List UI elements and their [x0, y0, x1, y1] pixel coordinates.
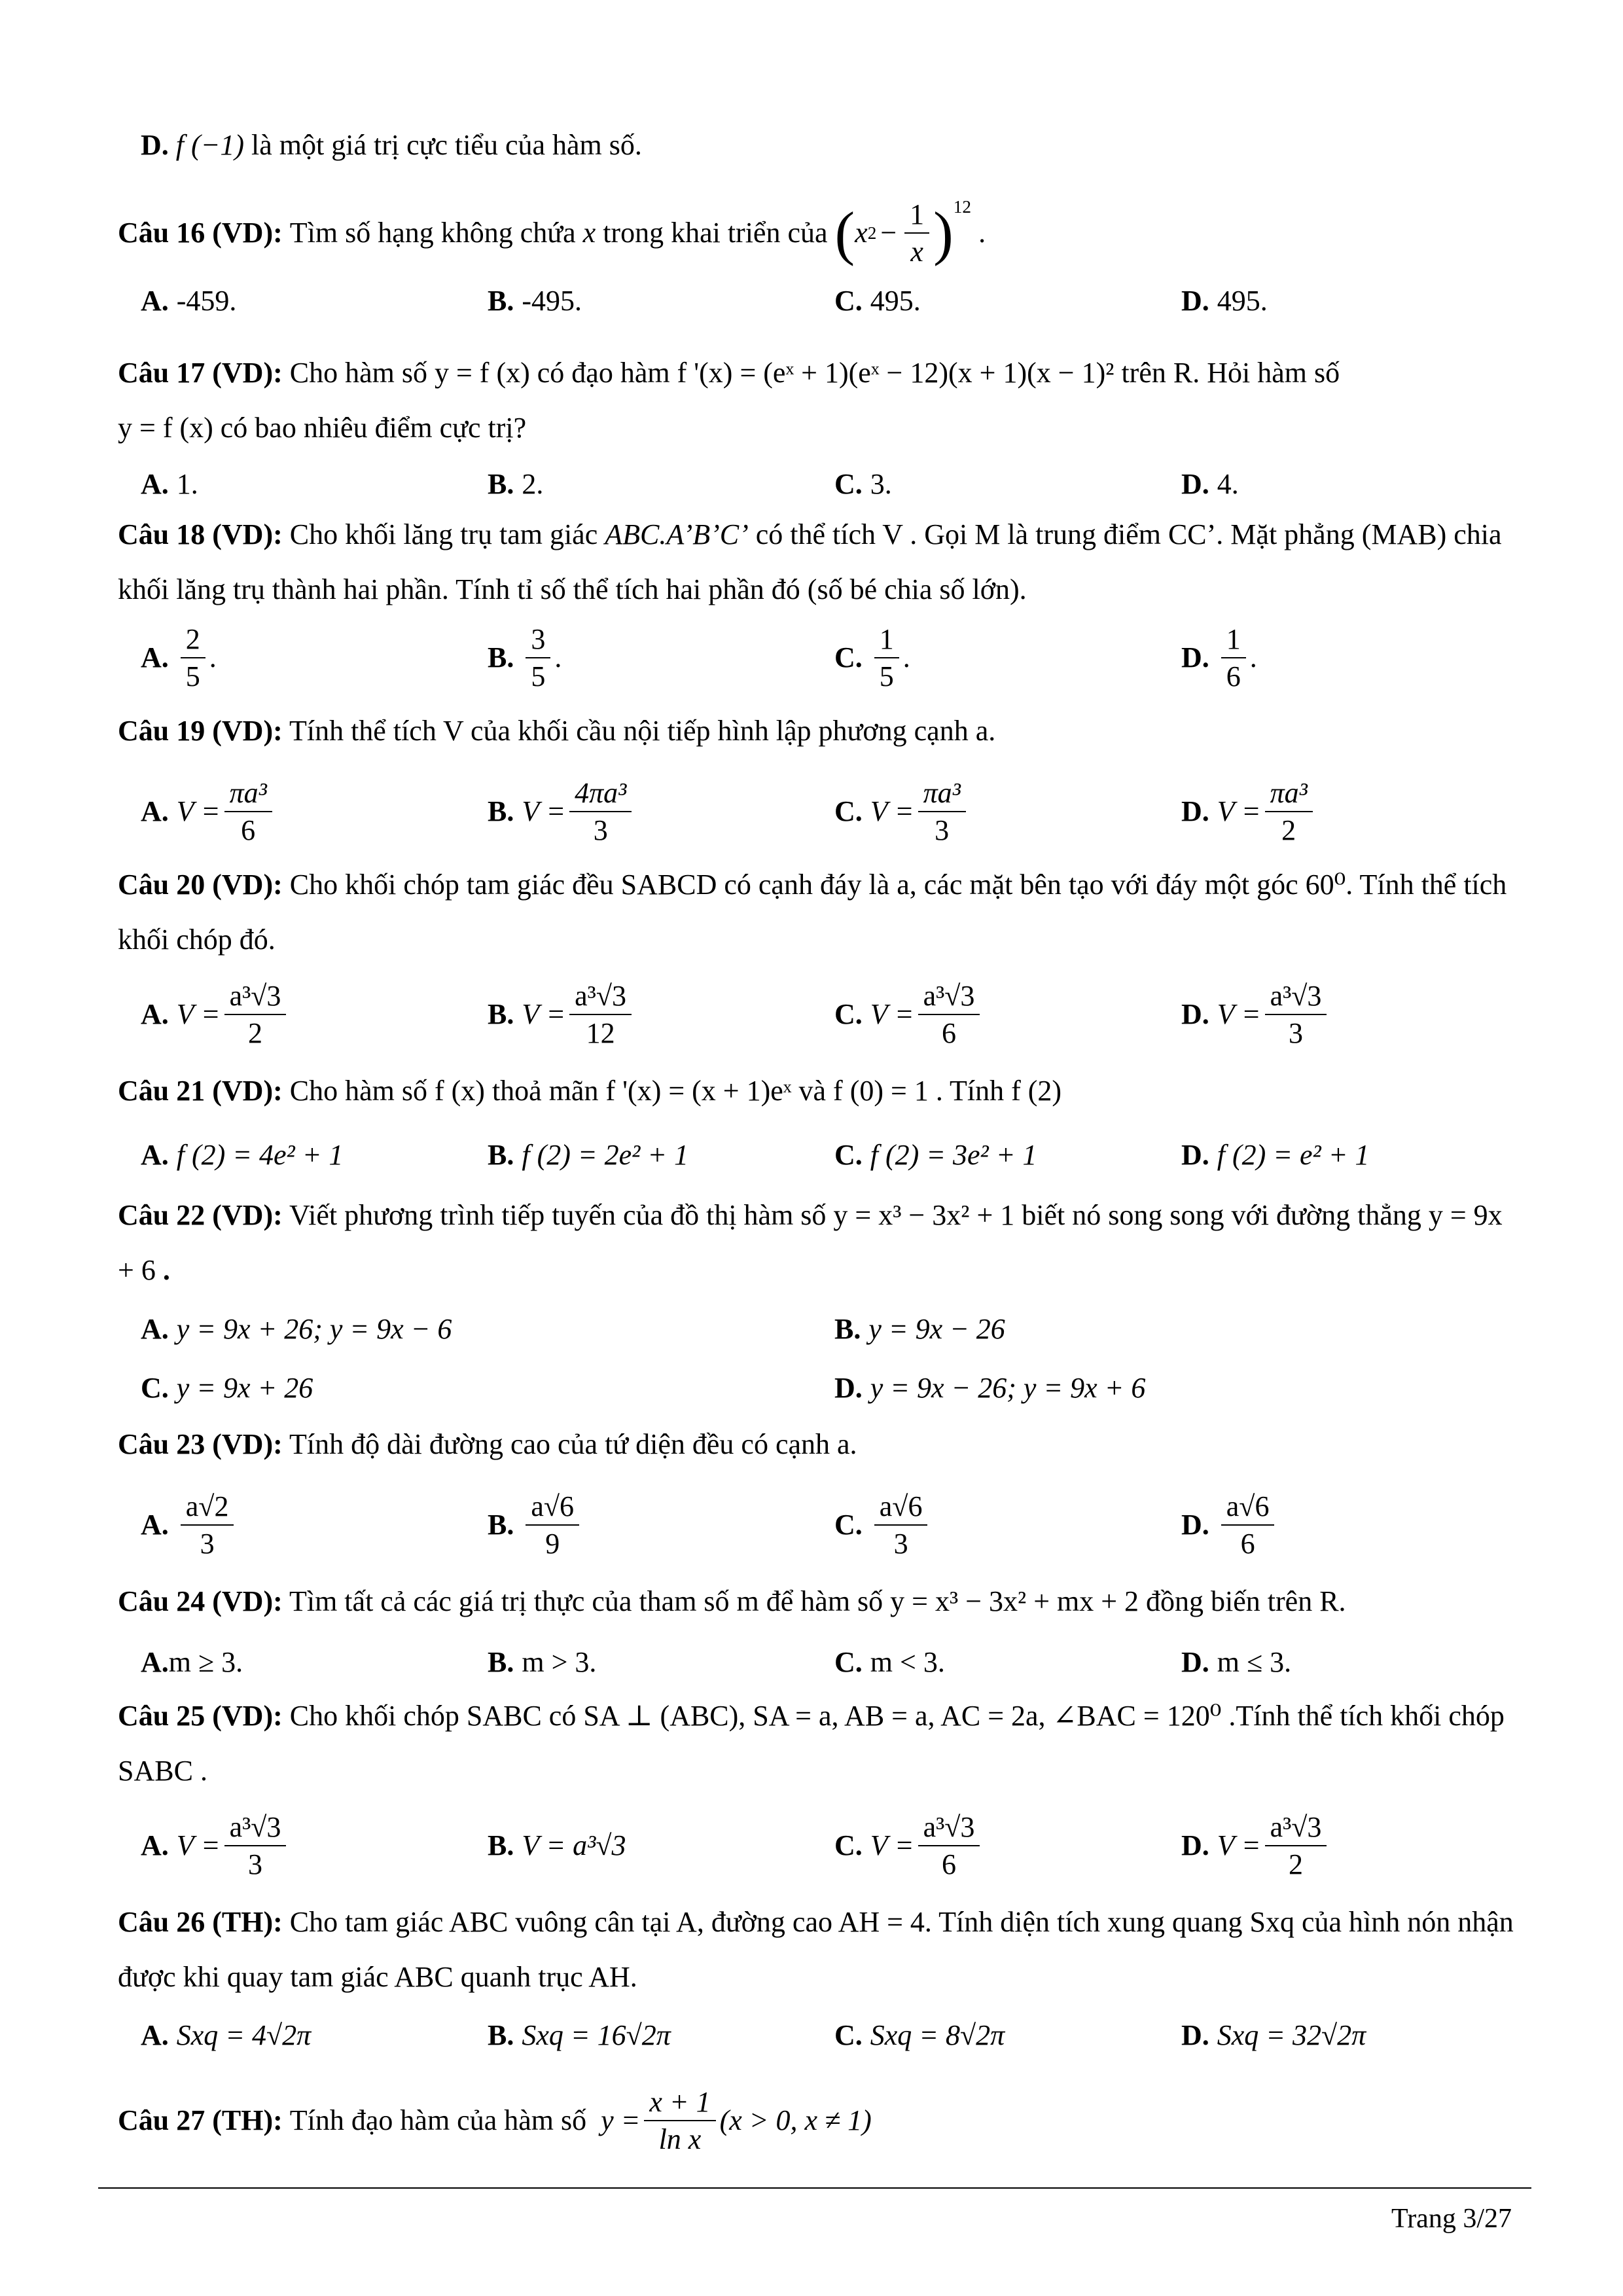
option-lhs: V = — [870, 795, 914, 827]
option-label: B. — [488, 467, 514, 500]
option-label: D. — [1181, 1508, 1209, 1541]
option-a — [141, 455, 198, 514]
question-text: Cho khối chóp tam giác đều SABCD có cạnh đáy là a, các mặt bên tạo với đáy một góc 60⁰. Tính thể tích khối chóp đó. — [118, 869, 1507, 956]
option-c — [834, 1797, 984, 1895]
option-value: 4. — [1217, 467, 1239, 500]
option-label: C. — [834, 1645, 863, 1678]
expr-fraction — [904, 196, 929, 270]
option-fraction — [526, 621, 550, 694]
frac-den: 2 — [248, 1017, 262, 1049]
frac-num: 2 — [181, 621, 205, 658]
option-c — [834, 1126, 1037, 1185]
question-text: Tính độ dài đường cao của tứ diện đều có cạnh a. — [289, 1428, 857, 1460]
option-c — [834, 1633, 945, 1692]
option-value: -495. — [522, 284, 582, 317]
option-c — [834, 455, 892, 514]
option-fraction — [1265, 775, 1313, 848]
footer-divider — [98, 2187, 1531, 2189]
option-label: A. — [141, 1312, 169, 1345]
option-fraction — [918, 775, 966, 848]
frac-den: 3 — [593, 814, 608, 846]
option-value: f (2) = e² + 1 — [1217, 1138, 1370, 1171]
question-label: Câu 17 (VD): — [118, 357, 283, 389]
frac-num: πa³ — [918, 775, 966, 812]
left-paren: ( — [834, 200, 855, 266]
option-value: Sxq = 4√2π — [176, 2018, 312, 2051]
q15-option-d — [141, 118, 1548, 173]
option-lhs: V = — [1217, 997, 1261, 1030]
option-label: C. — [834, 1829, 863, 1861]
option-c — [834, 609, 910, 707]
question-label: Câu 23 (VD): — [118, 1428, 283, 1460]
frac-den: 3 — [893, 1528, 908, 1560]
option-value: y = 9x + 26; y = 9x − 6 — [176, 1312, 452, 1345]
option-d — [1181, 455, 1239, 514]
option-c — [834, 965, 984, 1064]
option-d — [1181, 272, 1268, 331]
option-a — [141, 2006, 311, 2065]
prism-name: ABC.A’B’C’ — [605, 518, 749, 550]
option-label: D. — [1181, 467, 1209, 500]
expr-num: 1 — [904, 196, 929, 234]
option-value: 1. — [176, 467, 198, 500]
q18-options — [141, 609, 1515, 707]
frac-num: a³√3 — [1265, 978, 1327, 1015]
option-fraction — [874, 1488, 928, 1562]
question-text: Tìm số hạng không chứa — [289, 216, 576, 249]
option-label: C. — [141, 1371, 169, 1404]
option-value: m > 3. — [522, 1645, 597, 1678]
page-number: Trang 3/27 — [1391, 2204, 1512, 2234]
option-value: 2. — [522, 467, 544, 500]
option-value: y = 9x + 26 — [176, 1371, 313, 1404]
q23-options — [141, 1476, 1515, 1574]
question-20 — [118, 857, 1525, 967]
option-label: D. — [1181, 997, 1209, 1030]
frac-den: 6 — [942, 1848, 956, 1880]
option-label: D. — [1181, 284, 1209, 317]
expr-base: x — [855, 216, 868, 249]
option-value: Sxq = 8√2π — [870, 2018, 1005, 2051]
option-label: A. — [141, 1645, 169, 1678]
frac-num: a³√3 — [569, 978, 632, 1015]
frac-num: a√6 — [1221, 1488, 1275, 1526]
q19-options — [141, 762, 1515, 861]
frac-den: 6 — [1240, 1528, 1255, 1560]
q17-options — [141, 455, 1515, 514]
frac-den: 6 — [942, 1017, 956, 1049]
option-fraction — [181, 621, 205, 694]
frac-num: a³√3 — [918, 978, 980, 1015]
option-a — [141, 1476, 238, 1574]
q22-option-c — [141, 1361, 313, 1414]
option-b — [488, 762, 635, 861]
option-label: B. — [488, 2018, 514, 2051]
option-label: C. — [834, 997, 863, 1030]
question-16 — [118, 196, 1525, 270]
option-label: A. — [141, 795, 169, 827]
question-21 — [118, 1064, 1525, 1119]
question-label: Câu 25 (VD): — [118, 1700, 283, 1732]
frac-num: a³√3 — [1265, 1809, 1327, 1846]
option-a — [141, 1797, 290, 1895]
option-math: f (−1) — [175, 129, 245, 161]
q22-option-b — [834, 1302, 1005, 1355]
question-24 — [118, 1574, 1525, 1629]
option-d — [1181, 965, 1330, 1064]
option-lhs: V = — [870, 997, 914, 1030]
option-label: A. — [141, 1508, 169, 1541]
frac-num: 1 — [1221, 621, 1246, 658]
option-d — [1181, 1476, 1278, 1574]
question-27 — [118, 2078, 1525, 2163]
question-label: Câu 21 (VD): — [118, 1075, 283, 1107]
question-line2: y = f (x) có bao nhiêu điểm cực trị? — [118, 411, 527, 444]
option-fraction — [918, 1809, 980, 1882]
option-label: B. — [488, 795, 514, 827]
expr-base-exp: 2 — [867, 223, 877, 243]
option-b — [488, 1797, 626, 1895]
frac-num: πa³ — [1265, 775, 1313, 812]
option-lhs: V = — [176, 795, 221, 827]
option-fraction — [181, 1488, 234, 1562]
question-text: Viết phương trình tiếp tuyến của đồ thị hàm số y = x³ − 3x² + 1 biết nó song song với đường thẳng y = 9x + 6 — [118, 1199, 1503, 1286]
frac-num: 1 — [874, 621, 899, 658]
option-a — [141, 609, 217, 707]
question-text: Cho hàm số f (x) thoả mãn f '(x) = (x + 1)eˣ và f (0) = 1 . Tính f (2) — [289, 1075, 1062, 1107]
option-value: 495. — [870, 284, 921, 317]
option-b — [488, 1633, 596, 1692]
question-var: x — [582, 216, 596, 249]
frac-num: a³√3 — [224, 978, 287, 1015]
frac-num: a√6 — [874, 1488, 928, 1526]
option-lhs: V = — [522, 795, 566, 827]
q24-options — [141, 1633, 1515, 1692]
expr-fraction — [644, 2084, 715, 2157]
right-paren: ) — [933, 200, 954, 266]
option-label: B. — [834, 1312, 861, 1345]
option-value: 3. — [870, 467, 892, 500]
option-label: B. — [488, 641, 514, 673]
option-label: A. — [141, 1829, 169, 1861]
option-b — [488, 965, 635, 1064]
option-value: m < 3. — [870, 1645, 945, 1678]
option-label: D. — [141, 129, 169, 161]
question-label: Câu 19 (VD): — [118, 715, 283, 747]
option-lhs: V = — [870, 1829, 914, 1861]
option-value: m ≥ 3. — [168, 1645, 243, 1678]
frac-num: 3 — [526, 621, 550, 658]
option-fraction — [1221, 1488, 1275, 1562]
question-23 — [118, 1417, 1525, 1472]
option-d — [1181, 1633, 1291, 1692]
option-label: D. — [1181, 1645, 1209, 1678]
question-text: Cho khối chóp SABC có SA ⊥ (ABC), SA = a, AB = a, AC = 2a, ∠BAC = 120⁰ .Tính thể tích khối chóp SABC . — [118, 1700, 1505, 1787]
option-value: f (2) = 3e² + 1 — [870, 1138, 1037, 1171]
option-label: A. — [141, 2018, 169, 2051]
option-fraction — [1265, 1809, 1327, 1882]
option-label: A. — [141, 284, 169, 317]
option-lhs: V = — [522, 997, 566, 1030]
question-26 — [118, 1895, 1525, 2004]
option-label: B. — [488, 284, 514, 317]
option-fraction — [918, 978, 980, 1051]
frac-den: 9 — [545, 1528, 560, 1560]
option-lhs: V = — [176, 997, 221, 1030]
option-c — [834, 272, 921, 331]
question-17 — [118, 346, 1525, 455]
option-label: C. — [834, 2018, 863, 2051]
question-text: Tìm tất cả các giá trị thực của tham số m để hàm số y = x³ − 3x² + mx + 2 đồng biến trên R. — [289, 1585, 1346, 1617]
option-b — [488, 272, 582, 331]
option-lhs: V = — [1217, 795, 1261, 827]
question-text: Cho tam giác ABC vuông cân tại A, đường cao AH = 4. Tính diện tích xung quang Sxq của hình nón nhận được khi quay tam giác ABC quanh trục AH. — [118, 1906, 1514, 1993]
option-fraction — [526, 1488, 579, 1562]
frac-den: 5 — [531, 660, 546, 692]
option-label: A. — [141, 467, 169, 500]
q22-option-a — [141, 1302, 452, 1355]
option-b — [488, 455, 543, 514]
frac-den: 2 — [1289, 1848, 1303, 1880]
question-text: Tính thể tích V của khối cầu nội tiếp hình lập phương cạnh a. — [289, 715, 996, 747]
option-label: C. — [834, 1508, 863, 1541]
option-d — [1181, 609, 1257, 707]
frac-den: 6 — [241, 814, 256, 846]
option-a — [141, 1633, 243, 1692]
expr-minus: − — [880, 216, 897, 249]
question-25 — [118, 1689, 1525, 1798]
option-fraction — [569, 775, 632, 848]
option-fraction — [874, 621, 899, 694]
option-label: A. — [141, 1138, 169, 1171]
option-label: B. — [488, 1645, 514, 1678]
expr-exp: 12 — [953, 196, 972, 217]
option-label: B. — [488, 1138, 514, 1171]
option-d — [1181, 762, 1317, 861]
option-label: D. — [1181, 2018, 1209, 2051]
option-a — [141, 762, 276, 861]
q25-options — [141, 1797, 1515, 1895]
option-label: C. — [834, 1138, 863, 1171]
frac-num: a³√3 — [918, 1809, 980, 1846]
q21-options — [141, 1126, 1515, 1185]
option-value: y = 9x − 26; y = 9x + 6 — [870, 1371, 1146, 1404]
frac-num: a√6 — [526, 1488, 579, 1526]
option-value: f (2) = 4e² + 1 — [176, 1138, 344, 1171]
option-c — [834, 2006, 1005, 2065]
frac-den: 6 — [1226, 660, 1241, 692]
option-label: C. — [834, 641, 863, 673]
q20-options — [141, 965, 1515, 1064]
option-b — [488, 2006, 671, 2065]
option-label: B. — [488, 1508, 514, 1541]
option-label: D. — [1181, 1829, 1209, 1861]
q22-option-d — [834, 1361, 1145, 1414]
option-label: A. — [141, 997, 169, 1030]
question-label: Câu 22 (VD): — [118, 1199, 283, 1231]
option-label: C. — [834, 795, 863, 827]
option-d — [1181, 1797, 1330, 1895]
frac-den: 3 — [248, 1848, 262, 1880]
option-b — [488, 1126, 688, 1185]
question-label: Câu 24 (VD): — [118, 1585, 283, 1617]
option-lhs: V = — [176, 1829, 221, 1861]
expr-condition: (x > 0, x ≠ 1) — [719, 2104, 872, 2136]
option-fraction — [224, 775, 272, 848]
question-label: Câu 26 (TH): — [118, 1906, 283, 1938]
frac-den: 3 — [1289, 1017, 1303, 1049]
question-text-b: có thể tích V . Gọi M là trung điểm CC’. Mặt phẳng (MAB) chia khối lăng trụ thành hai phần. Tính tỉ số thể tích hai phần đó (số bé chia số lớn). — [118, 518, 1502, 605]
option-c — [834, 762, 970, 861]
frac-num: 4πa³ — [569, 775, 632, 812]
question-end: . — [162, 1253, 170, 1286]
option-fraction — [224, 1809, 287, 1882]
frac-den: 3 — [200, 1528, 215, 1560]
question-19 — [118, 704, 1525, 759]
option-a — [141, 1126, 343, 1185]
question-text2: trong khai triển của — [603, 216, 828, 249]
option-fraction — [1221, 621, 1246, 694]
q26-options — [141, 2006, 1515, 2065]
question-label: Câu 27 (TH): — [118, 2104, 283, 2136]
option-d — [1181, 2006, 1366, 2065]
option-value: y = 9x − 26 — [868, 1312, 1005, 1345]
option-d — [1181, 1126, 1369, 1185]
frac-num: x + 1 — [644, 2084, 715, 2121]
option-a — [141, 965, 290, 1064]
option-fraction — [569, 978, 632, 1051]
question-label: Câu 18 (VD): — [118, 518, 283, 550]
option-text: là một giá trị cực tiểu của hàm số. — [251, 129, 642, 161]
frac-den: ln x — [658, 2123, 702, 2155]
option-value: V = a³√3 — [522, 1829, 626, 1861]
option-label: A. — [141, 641, 169, 673]
frac-num: πa³ — [224, 775, 272, 812]
option-fraction — [224, 978, 287, 1051]
frac-den: 5 — [879, 660, 894, 692]
question-end: . — [978, 216, 986, 249]
option-value: Sxq = 32√2π — [1217, 2018, 1366, 2051]
option-label: D. — [834, 1371, 863, 1404]
option-lhs: V = — [1217, 1829, 1261, 1861]
option-fraction — [1265, 978, 1327, 1051]
option-label: B. — [488, 1829, 514, 1861]
option-value: m ≤ 3. — [1217, 1645, 1292, 1678]
question-line1: Cho hàm số y = f (x) có đạo hàm f '(x) = (eˣ + 1)(eˣ − 12)(x + 1)(x − 1)² trên R. Hỏi hàm số — [289, 357, 1340, 389]
option-value: -459. — [176, 284, 237, 317]
option-label: D. — [1181, 641, 1209, 673]
frac-den: 2 — [1281, 814, 1296, 846]
option-end: . — [902, 641, 910, 673]
frac-num: a√2 — [181, 1488, 234, 1526]
option-end: . — [209, 641, 217, 673]
option-b — [488, 609, 562, 707]
option-label: C. — [834, 284, 863, 317]
option-a — [141, 272, 236, 331]
option-value: f (2) = 2e² + 1 — [522, 1138, 688, 1171]
q16-options — [141, 272, 1515, 331]
option-b — [488, 1476, 583, 1574]
question-label: Câu 16 (VD): — [118, 216, 283, 249]
option-end: . — [554, 641, 562, 673]
question-text-a: Cho khối lăng trụ tam giác — [289, 518, 598, 550]
question-18 — [118, 507, 1525, 617]
question-label: Câu 20 (VD): — [118, 869, 283, 901]
option-value: 495. — [1217, 284, 1268, 317]
question-text: Tính đạo hàm của hàm số — [289, 2104, 587, 2136]
question-22 — [118, 1188, 1525, 1297]
option-value: Sxq = 16√2π — [522, 2018, 671, 2051]
frac-num: a³√3 — [224, 1809, 287, 1846]
option-label: D. — [1181, 1138, 1209, 1171]
expr-den: x — [910, 236, 923, 268]
expr-lhs: y = — [601, 2104, 641, 2136]
frac-den: 12 — [586, 1017, 615, 1049]
option-label: B. — [488, 997, 514, 1030]
frac-den: 5 — [185, 660, 200, 692]
option-end: . — [1249, 641, 1257, 673]
frac-den: 3 — [935, 814, 950, 846]
option-label: D. — [1181, 795, 1209, 827]
option-c — [834, 1476, 931, 1574]
option-label: C. — [834, 467, 863, 500]
